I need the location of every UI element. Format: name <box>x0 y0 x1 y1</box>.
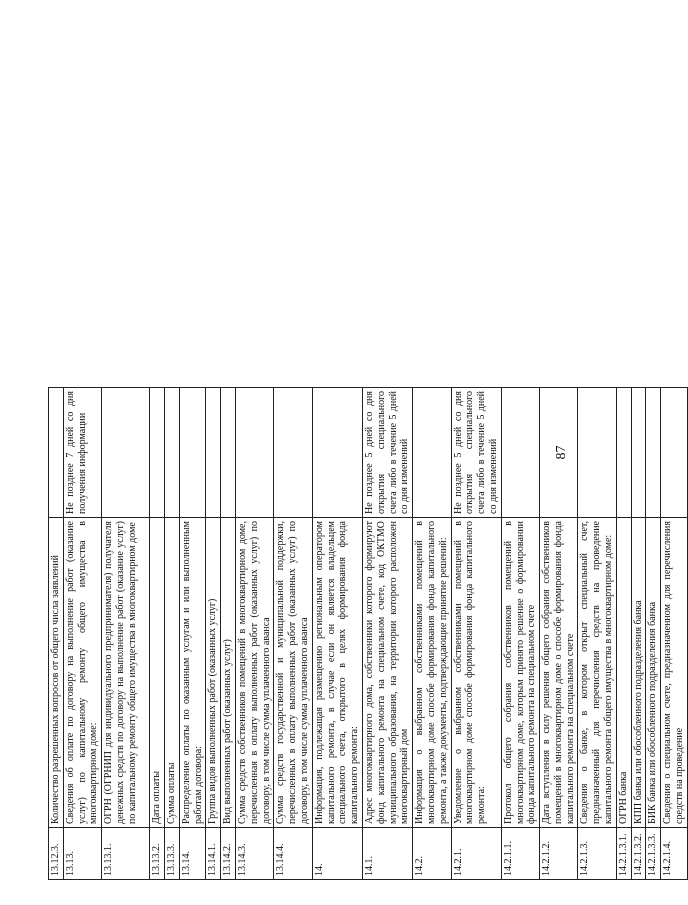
item-number-cell: 14.2.1.3. <box>578 828 616 880</box>
item-number-cell: 13.13.2. <box>150 828 165 880</box>
deadline-cell <box>578 388 616 518</box>
requirements-table <box>48 387 688 880</box>
item-description-cell: Дата оплаты <box>150 518 165 828</box>
item-description-cell: КПП банка или обособленного подразделения банка <box>631 518 646 828</box>
deadline-cell <box>616 388 631 518</box>
item-number-cell: 14.2.1. <box>451 828 501 880</box>
table-row <box>631 388 646 880</box>
table-row <box>616 388 631 880</box>
item-description-cell: Сведения о банке, в котором открыт специальный счет, предназначенный для перечисления средств на проведение капитального ремонта общего имущества в многоквартирном доме: <box>578 518 616 828</box>
deadline-cell <box>164 388 179 518</box>
item-number-cell: 13.14.2. <box>221 828 236 880</box>
item-number-cell: 13.13.1. <box>102 828 150 880</box>
table-row <box>221 388 236 880</box>
item-number-cell: 14.2.1.4. <box>661 828 688 880</box>
deadline-cell <box>274 388 312 518</box>
table-row <box>235 388 273 880</box>
item-description-cell: Сведения об оплате по договору на выполнение работ (оказание услуг) по капитальному ремонту общего имущества в многоквартирном доме: <box>63 518 101 828</box>
item-description-cell: Количество разрешенных вопросов от общего числа заявлений <box>49 518 64 828</box>
deadline-cell <box>413 388 451 518</box>
deadline-cell <box>646 388 661 518</box>
item-number-cell: 14.2.1.1. <box>501 828 539 880</box>
item-description-cell: Сведения о специальном счете, предназначенном для перечисления средств на проведение <box>661 518 688 828</box>
table-row <box>501 388 539 880</box>
item-description-cell: ОГРН банка <box>616 518 631 828</box>
item-description-cell: Уведомление о выбранном собственниками помещений в многоквартирном доме способе формирования фонда капитального ремонта: <box>451 518 501 828</box>
item-description-cell: Дата вступления в силу решения общего собрания собственников помещений в многоквартирном доме о способе формирования фонда капитального ремонта на специальном счете <box>540 518 578 828</box>
table-row <box>312 388 362 880</box>
item-description-cell: Протокол общего собрания собственников помещений в многоквартирном доме, которым принято решение о формировании фонда капитального ремонта на специальном счете <box>501 518 539 828</box>
item-number-cell: 14. <box>312 828 362 880</box>
deadline-cell: Не позднее 5 дней со дня открытия специального счета либо в течение 5 дней со дня изменений <box>451 388 501 518</box>
item-number-cell: 14.2.1.3.2. <box>631 828 646 880</box>
table-row <box>578 388 616 880</box>
deadline-cell <box>49 388 64 518</box>
deadline-cell <box>206 388 221 518</box>
table-row <box>413 388 451 880</box>
table-row <box>451 388 501 880</box>
item-description-cell: Адрес многоквартирного дома, собственники которого формируют фонд капитального ремонта на специальном счете, код ОКТМО муниципального образования, на территории которого расположен многоквартирный дом <box>362 518 412 828</box>
item-description-cell: ОГРН (ОГРНИП для индивидуального предпринимателя) получателя денежных средств по договору на выполнение работ (оказание услуг) по капитальному ремонту общего имущества в многоквартирном доме <box>102 518 150 828</box>
table-row <box>661 388 688 880</box>
table-row <box>63 388 101 880</box>
item-number-cell: 14.2.1.3.3. <box>646 828 661 880</box>
item-description-cell: Информация о выбранном собственниками помещений в многоквартирном доме способе формирования фонда капитального ремонта, а также документы, подтверждающие принятие решений: <box>413 518 451 828</box>
deadline-cell <box>150 388 165 518</box>
item-number-cell: 14.2.1.2. <box>540 828 578 880</box>
item-number-cell: 13.14.3. <box>235 828 273 880</box>
item-number-cell: 14.1. <box>362 828 412 880</box>
item-description-cell: Сумма средств собственников помещений в многоквартирном доме, перечисленная в оплату выполненных работ (оказанных услуг) по договору, в том числе сумма уплаченного аванса <box>235 518 273 828</box>
deadline-cell <box>501 388 539 518</box>
item-number-cell: 13.12.3. <box>49 828 64 880</box>
item-number-cell: 13.13. <box>63 828 101 880</box>
item-description-cell: Информация, подлежащая размещению региональным оператором капитального ремонта, в случае если он является владельцем специального счета, открытого в целях формирования фонда капитального ремонта: <box>312 518 362 828</box>
item-number-cell: 13.14. <box>179 828 206 880</box>
requirements-table-body <box>49 388 688 880</box>
table-row <box>49 388 64 880</box>
item-number-cell: 13.14.1. <box>206 828 221 880</box>
table-row <box>362 388 412 880</box>
table-row <box>274 388 312 880</box>
item-description-cell: Сумма средств государственной и муниципальной поддержки, перечисленных в оплату выполненных работ (оказанных услуг) по договору, в том числе сумма уплаченного аванса <box>274 518 312 828</box>
deadline-cell <box>221 388 236 518</box>
deadline-cell: Не позднее 7 дней со дня получения информации <box>63 388 101 518</box>
table-row <box>646 388 661 880</box>
deadline-cell <box>235 388 273 518</box>
table-row <box>164 388 179 880</box>
table-row <box>150 388 165 880</box>
table-row <box>179 388 206 880</box>
item-description-cell: Вид выполненных работ (оказанных услуг) <box>221 518 236 828</box>
table-row <box>102 388 150 880</box>
deadline-cell <box>312 388 362 518</box>
item-description-cell: БИК банка или обособленного подразделения банка <box>646 518 661 828</box>
deadline-cell: Не позднее 5 дней со дня открытия специального счета либо в течение 5 дней со дня изменений <box>362 388 412 518</box>
deadline-cell <box>179 388 206 518</box>
item-number-cell: 14.2. <box>413 828 451 880</box>
item-description-cell: Сумма оплаты <box>164 518 179 828</box>
deadline-cell <box>631 388 646 518</box>
deadline-cell <box>661 388 688 518</box>
item-description-cell: Группа видов выполненных работ (оказанных услуг) <box>206 518 221 828</box>
item-description-cell: Распределение оплаты по оказанным услугам и или выполненным работам договора: <box>179 518 206 828</box>
item-number-cell: 14.2.1.3.1. <box>616 828 631 880</box>
item-number-cell: 13.14.4. <box>274 828 312 880</box>
item-number-cell: 13.13.3. <box>164 828 179 880</box>
page-number: 87 <box>554 445 569 460</box>
deadline-cell <box>102 388 150 518</box>
table-row <box>206 388 221 880</box>
